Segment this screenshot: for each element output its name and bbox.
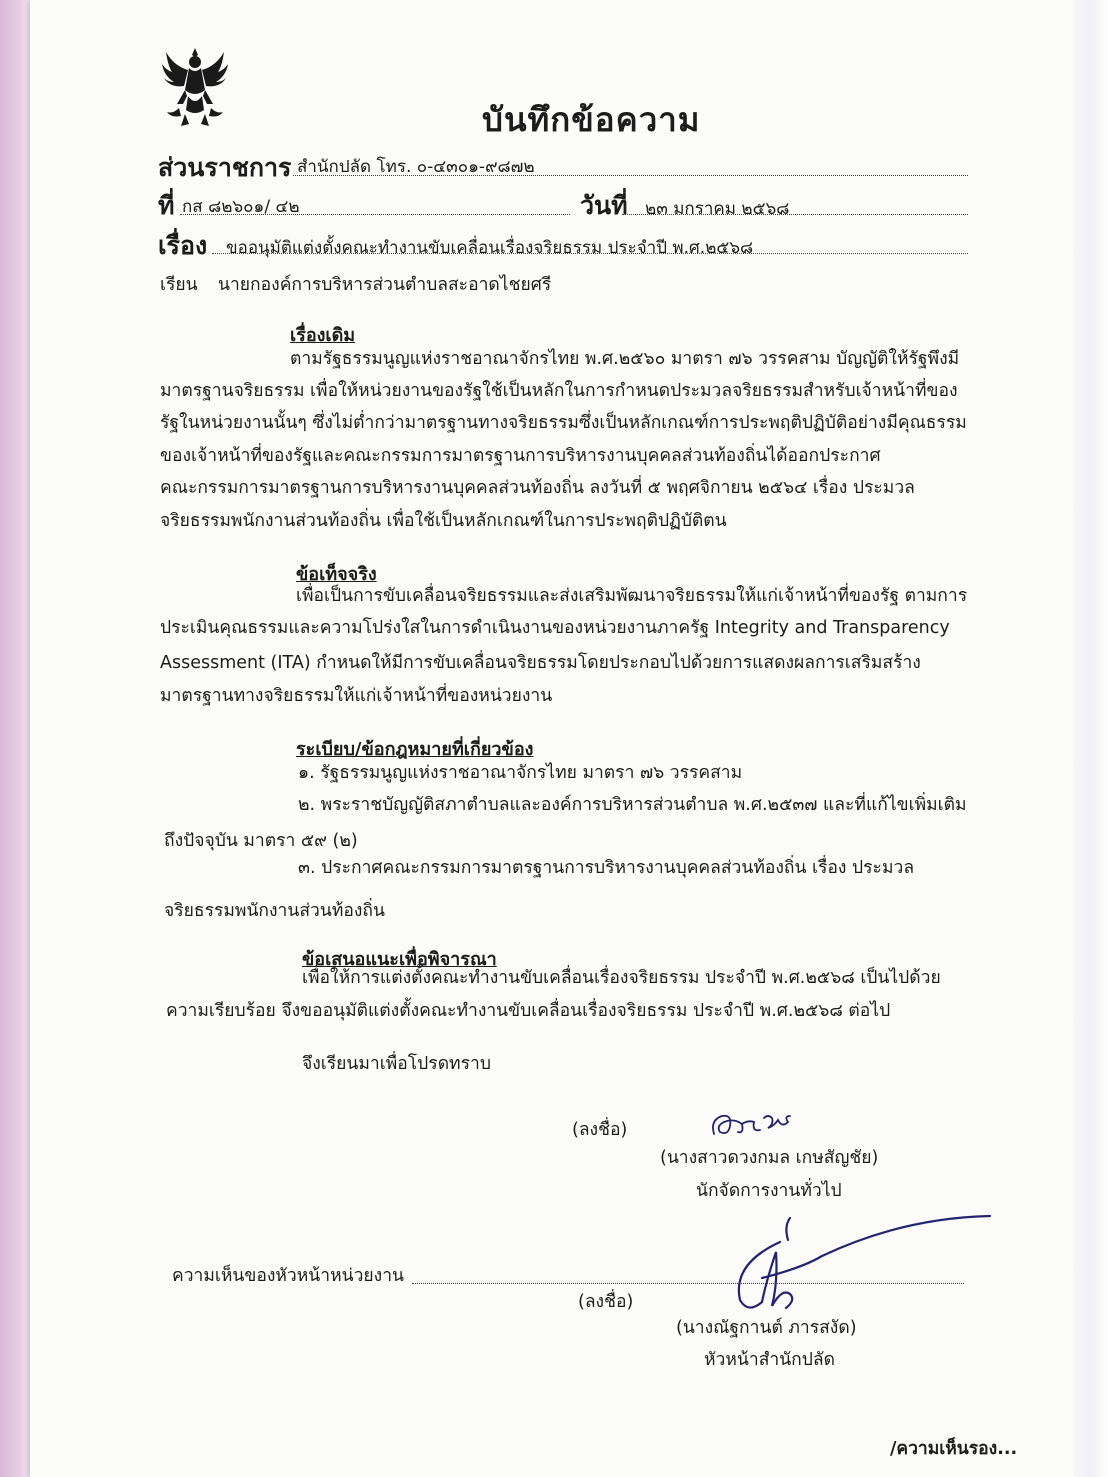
head-sign-label: (ลงชื่อ) xyxy=(578,1292,634,1312)
facts-line: ประเมินคุณธรรมและความโปร่งใสในการดำเนินงานของหน่วยงานภาครัฐ Integrity and Transparency xyxy=(160,618,950,638)
ref-no-label: ที่ xyxy=(158,191,175,220)
ref-no-value: กส ๘๒๖๐๑/ ๔๒ xyxy=(182,197,300,217)
proposal-line: ความเรียบร้อย จึงขออนุมัติแต่งตั้งคณะทำงานขับเคลื่อนเรื่องจริยธรรม ประจำปี พ.ศ.๒๕๖๘ ต่อไป xyxy=(166,1001,891,1021)
author-sign-label: (ลงชื่อ) xyxy=(572,1120,628,1140)
laws-line: ๑. รัฐธรรมนูญแห่งราชอาณาจักรไทย มาตรา ๗๖ วรรคสาม xyxy=(298,763,743,783)
laws-line: ถึงปัจจุบัน มาตรา ๕๙ (๒) xyxy=(164,831,358,851)
date-value: ๒๓ มกราคม ๒๕๖๘ xyxy=(645,199,790,219)
closing-text: จึงเรียนมาเพื่อโปรดทราบ xyxy=(302,1054,491,1074)
to-label: เรียน xyxy=(160,275,198,295)
head-opinion-label: ความเห็นของหัวหน้าหน่วยงาน xyxy=(172,1266,404,1286)
ref-no-dotted-line xyxy=(180,214,570,215)
subject-label: เรื่อง xyxy=(158,231,208,260)
laws-line: จริยธรรมพนักงานส่วนท้องถิ่น xyxy=(164,901,385,921)
head-signature-icon xyxy=(722,1212,1002,1324)
background-heading: เรื่องเดิม xyxy=(290,325,356,346)
background-line: คณะกรรมการมาตรฐานการบริหารงานบุคคลส่วนท้องถิ่น ลงวันที่ ๕ พฤศจิกายน ๒๕๖๔ เรื่อง ประมวล xyxy=(160,478,915,498)
background-line: ของเจ้าหน้าที่ของรัฐและคณะกรรมการมาตรฐานการบริหารงานบุคคลส่วนท้องถิ่นได้ออกประกาศ xyxy=(160,446,881,466)
subject-dotted-line xyxy=(212,253,968,254)
author-signature-icon xyxy=(706,1104,836,1146)
page-edge-left xyxy=(0,0,34,1477)
facts-line: เพื่อเป็นการขับเคลื่อนจริยธรรมและส่งเสริมพัฒนาจริยธรรมให้แก่เจ้าหน้าที่ของรัฐ ตามการ xyxy=(296,586,968,606)
subject-value: ขออนุมัติแต่งตั้งคณะทำงานขับเคลื่อนเรื่องจริยธรรม ประจำปี พ.ศ.๒๕๖๘ xyxy=(226,238,754,258)
department-dotted-line xyxy=(293,175,968,176)
garuda-emblem-icon xyxy=(155,44,235,128)
proposal-heading: ข้อเสนอแนะเพื่อพิจารณา xyxy=(302,949,497,970)
page-edge-right xyxy=(1074,0,1108,1477)
head-name: (นางณัฐกานต์ ภารสงัด) xyxy=(676,1318,857,1338)
laws-line: ๒. พระราชบัญญัติสภาตำบลและองค์การบริหารส่วนตำบล พ.ศ.๒๕๓๗ และที่แก้ไขเพิ่มเติม xyxy=(298,795,967,815)
department-label: ส่วนราชการ xyxy=(158,153,292,182)
continuation-text: /ความเห็นรอง... xyxy=(890,1439,1018,1459)
facts-line: มาตรฐานทางจริยธรรมให้แก่เจ้าหน้าที่ของหน่วยงาน xyxy=(160,686,553,706)
facts-line: Assessment (ITA) กำหนดให้มีการขับเคลื่อนจริยธรรมโดยประกอบไปด้วยการแสดงผลการเสริมสร้าง xyxy=(160,653,921,673)
author-name: (นางสาวดวงกมล เกษสัญชัย) xyxy=(660,1148,879,1168)
to-value: นายกองค์การบริหารส่วนตำบลสะอาดไชยศรี xyxy=(218,275,552,295)
background-line: ตามรัฐธรรมนูญแห่งราชอาณาจักรไทย พ.ศ.๒๕๖๐ มาตรา ๗๖ วรรคสาม บัญญัติให้รัฐพึงมี xyxy=(290,349,960,369)
head-position: หัวหน้าสำนักปลัด xyxy=(704,1350,835,1370)
date-label: วันที่ xyxy=(580,191,628,220)
laws-heading: ระเบียบ/ข้อกฎหมายที่เกี่ยวข้อง xyxy=(296,739,534,760)
proposal-line: เพื่อให้การแต่งตั้งคณะทำงานขับเคลื่อนเรื่องจริยธรรม ประจำปี พ.ศ.๒๕๖๘ เป็นไปด้วย xyxy=(302,968,941,988)
background-line: รัฐในหน่วยงานนั้นๆ ซึ่งไม่ต่ำกว่ามาตรฐานทางจริยธรรมซึ่งเป็นหลักเกณฑ์การประพฤติปฏิบัติอย่างมีคุณธรรม xyxy=(160,413,967,433)
background-line: จริยธรรมพนักงานส่วนท้องถิ่น เพื่อใช้เป็นหลักเกณฑ์ในการประพฤติปฏิบัติตน xyxy=(160,511,727,531)
department-value: สำนักปลัด โทร. ๐-๔๓๐๑-๙๘๗๒ xyxy=(297,157,535,177)
laws-line: ๓. ประกาศคณะกรรมการมาตรฐานการบริหารงานบุคคลส่วนท้องถิ่น เรื่อง ประมวล xyxy=(298,858,915,878)
document-title: บันทึกข้อความ xyxy=(482,100,701,139)
author-position: นักจัดการงานทั่วไป xyxy=(696,1181,842,1201)
date-dotted-line xyxy=(622,214,968,215)
facts-heading: ข้อเท็จจริง xyxy=(296,564,377,585)
background-line: มาตรฐานจริยธรรม เพื่อให้หน่วยงานของรัฐใช้เป็นหลักในการกำหนดประมวลจริยธรรมสำหรับเจ้าหน้าที่ของ xyxy=(160,381,958,401)
